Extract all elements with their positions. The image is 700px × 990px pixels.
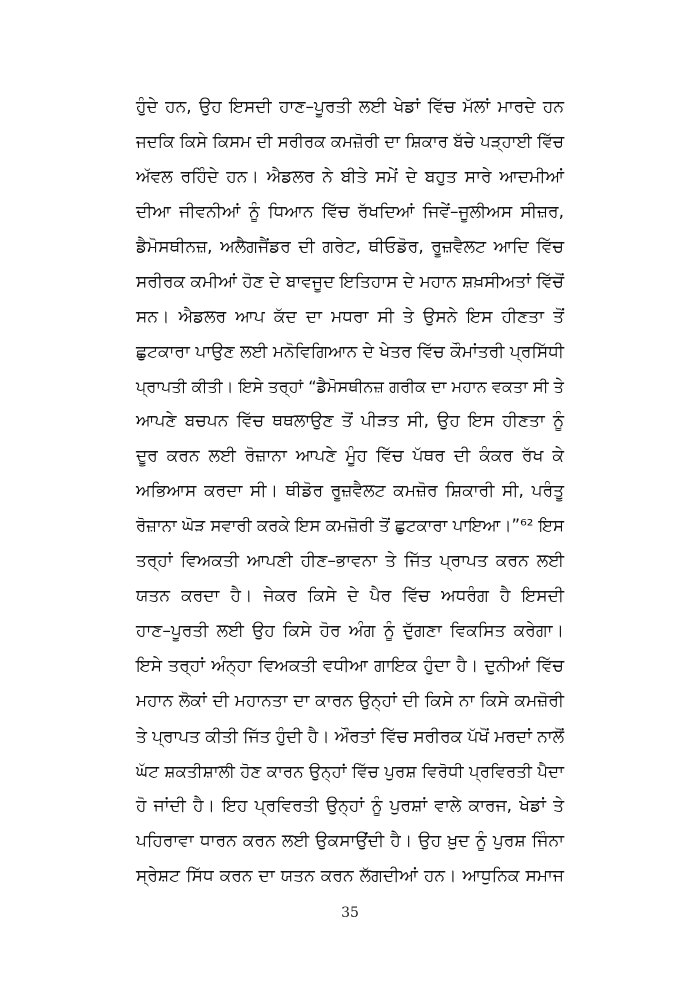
body-text (136, 90, 564, 894)
text-line: ਤਰ੍ਹਾਂ ਵਿਅਕਤੀ ਆਪਣੀ ਹੀਣ–ਭਾਵਨਾ ਤੇ ਜਿੱਤ ਪ੍ਰਾਪਤ ਕਰਨ ਲਈ (136, 551, 564, 572)
text-line: ਮਹਾਨ ਲੋਕਾਂ ਦੀ ਮਹਾਨਤਾ ਦਾ ਕਾਰਨ ਉਨ੍ਹਾਂ ਦੀ ਕਿਸੇ ਨਾ ਕਿਸੇ ਕਮਜ਼ੋਰੀ (136, 690, 564, 711)
text-line: ਜਦਕਿ ਕਿਸੇ ਕਿਸਮ ਦੀ ਸਰੀਰਕ ਕਮਜ਼ੋਰੀ ਦਾ ਸ਼ਿਕਾਰ ਬੱਚੇ ਪੜ੍ਹਾਈ ਵਿੱਚ (136, 131, 564, 151)
text-line: ਤੇ ਪ੍ਰਾਪਤ ਕੀਤੀ ਜਿੱਤ ਹੁੰਦੀ ਹੈ। ਔਰਤਾਂ ਵਿੱਚ ਸਰੀਰਕ ਪੱਖੋਂ ਮਰਦਾਂ ਨਾਲੋਂ (136, 725, 564, 746)
text-line: ਡੈਮੋਸਥੀਨਜ਼, ਅਲੈਗਜੈਂਡਰ ਦੀ ਗਰੇਟ, ਥੀਓਡੋਰ, ਰੂਜ਼ਵੈਲਟ ਆਦਿ ਵਿੱਚ (136, 236, 564, 257)
text-line: ਛੁਟਕਾਰਾ ਪਾਉਣ ਲਈ ਮਨੋਵਿਗਿਆਨ ਦੇ ਖੇਤਰ ਵਿੱਚ ਕੌਮਾਂਤਰੀ ਪ੍ਰਸਿੱਧੀ (136, 341, 564, 362)
text-line: ਹੁੰਦੇ ਹਨ, ਉਹ ਇਸਦੀ ਹਾਣ–ਪੂਰਤੀ ਲਈ ਖੇਡਾਂ ਵਿੱਚ ਮੱਲਾਂ ਮਾਰਦੇ ਹਨ (136, 97, 564, 117)
text-line: ਆਪਣੇ ਬਚਪਨ ਵਿੱਚ ਥਥਲਾਉਣ ਤੋਂ ਪੀੜਤ ਸੀ, ਉਹ ਇਸ ਹੀਣਤਾ ਨੂੰ (136, 411, 564, 432)
text-line: ਪ੍ਰਾਪਤੀ ਕੀਤੀ। ਇਸੇ ਤਰ੍ਹਾਂ “ਡੈਮੋਸਥੀਨਜ਼ ਗਰੀਕ ਦਾ ਮਹਾਨ ਵਕਤਾ ਸੀ ਤੇ (136, 376, 564, 396)
page-number: 35 (341, 905, 359, 921)
text-line: ਦੂਰ ਕਰਨ ਲਈ ਰੋਜ਼ਾਨਾ ਆਪਣੇ ਮੂੰਹ ਵਿੱਚ ਪੱਥਰ ਦੀ ਕੰਕਰ ਰੱਖ ਕੇ (136, 446, 564, 467)
text-line: ਯਤਨ ਕਰਦਾ ਹੈ। ਜੇਕਰ ਕਿਸੇ ਦੇ ਪੈਰ ਵਿੱਚ ਅਧਰੰਗ ਹੈ ਇਸਦੀ (136, 586, 564, 607)
text-line: ਸ੍ਰੇਸ਼ਟ ਸਿੱਧ ਕਰਨ ਦਾ ਯਤਨ ਕਰਨ ਲੱਗਦੀਆਂ ਹਨ। ਆਧੁਨਿਕ ਸਮਾਜ (136, 865, 564, 886)
text-line: ਘੱਟ ਸ਼ਕਤੀਸ਼ਾਲੀ ਹੋਣ ਕਾਰਨ ਉਨ੍ਹਾਂ ਵਿੱਚ ਪੁਰਸ਼ ਵਿਰੋਧੀ ਪ੍ਰਵਿਰਤੀ ਪੈਦਾ (136, 760, 564, 781)
text-line: ਹਾਣ–ਪੂਰਤੀ ਲਈ ਉਹ ਕਿਸੇ ਹੋਰ ਅੰਗ ਨੂੰ ਦੁੱਗਣਾ ਵਿਕਸਿਤ ਕਰੇਗਾ। (136, 621, 564, 642)
text-line: ਹੋ ਜਾਂਦੀ ਹੈ। ਇਹ ਪ੍ਰਵਿਰਤੀ ਉਨ੍ਹਾਂ ਨੂੰ ਪੁਰਸ਼ਾਂ ਵਾਲੇ ਕਾਰਜ, ਖੇਡਾਂ ਤੇ (136, 795, 564, 816)
text-line: ਇਸੇ ਤਰ੍ਹਾਂ ਅੰਨ੍ਹਾ ਵਿਅਕਤੀ ਵਧੀਆ ਗਾਇਕ ਹੁੰਦਾ ਹੈ। ਦੁਨੀਆਂ ਵਿੱਚ (136, 656, 564, 676)
text-line: ਸਰੀਰਕ ਕਮੀਆਂ ਹੋਣ ਦੇ ਬਾਵਜੂਦ ਇਤਿਹਾਸ ਦੇ ਮਹਾਨ ਸ਼ਖ਼ਸੀਅਤਾਂ ਵਿੱਚੋਂ (136, 271, 564, 292)
text-line: ਪਹਿਰਾਵਾ ਧਾਰਨ ਕਰਨ ਲਈ ਉਕਸਾਉਂਦੀ ਹੈ। ਉਹ ਖ਼ੁਦ ਨੂੰ ਪੁਰਸ਼ ਜਿੰਨਾ (136, 830, 564, 851)
text-line: ਅਭਿਆਸ ਕਰਦਾ ਸੀ। ਥੀਡੋਰ ਰੂਜ਼ਵੈਲਟ ਕਮਜ਼ੋਰ ਸ਼ਿਕਾਰੀ ਸੀ, ਪਰੰਤੂ (136, 481, 564, 502)
text-line: ਸਨ। ਐਡਲਰ ਆਪ ਕੱਦ ਦਾ ਮਧਰਾ ਸੀ ਤੇ ਉਸਨੇ ਇਸ ਹੀਣਤਾ ਤੋਂ (136, 306, 564, 327)
text-line: ਦੀਆ ਜੀਵਨੀਆਂ ਨੂੰ ਧਿਆਨ ਵਿੱਚ ਰੱਖਦਿਆਂ ਜਿਵੇਂ–ਜੂਲੀਅਸ ਸੀਜ਼ਰ, (136, 201, 564, 222)
text-line: ਰੋਜ਼ਾਨਾ ਘੋੜ ਸਵਾਰੀ ਕਰਕੇ ਇਸ ਕਮਜ਼ੋਰੀ ਤੋਂ ਛੁਟਕਾਰਾ ਪਾਇਆ।”⁶² ਇਸ (136, 516, 564, 536)
text-line: ਅੱਵਲ ਰਹਿੰਦੇ ਹਨ। ਐਡਲਰ ਨੇ ਬੀਤੇ ਸਮੇਂ ਦੇ ਬਹੁਤ ਸਾਰੇ ਆਦਮੀਆਂ (136, 166, 564, 187)
